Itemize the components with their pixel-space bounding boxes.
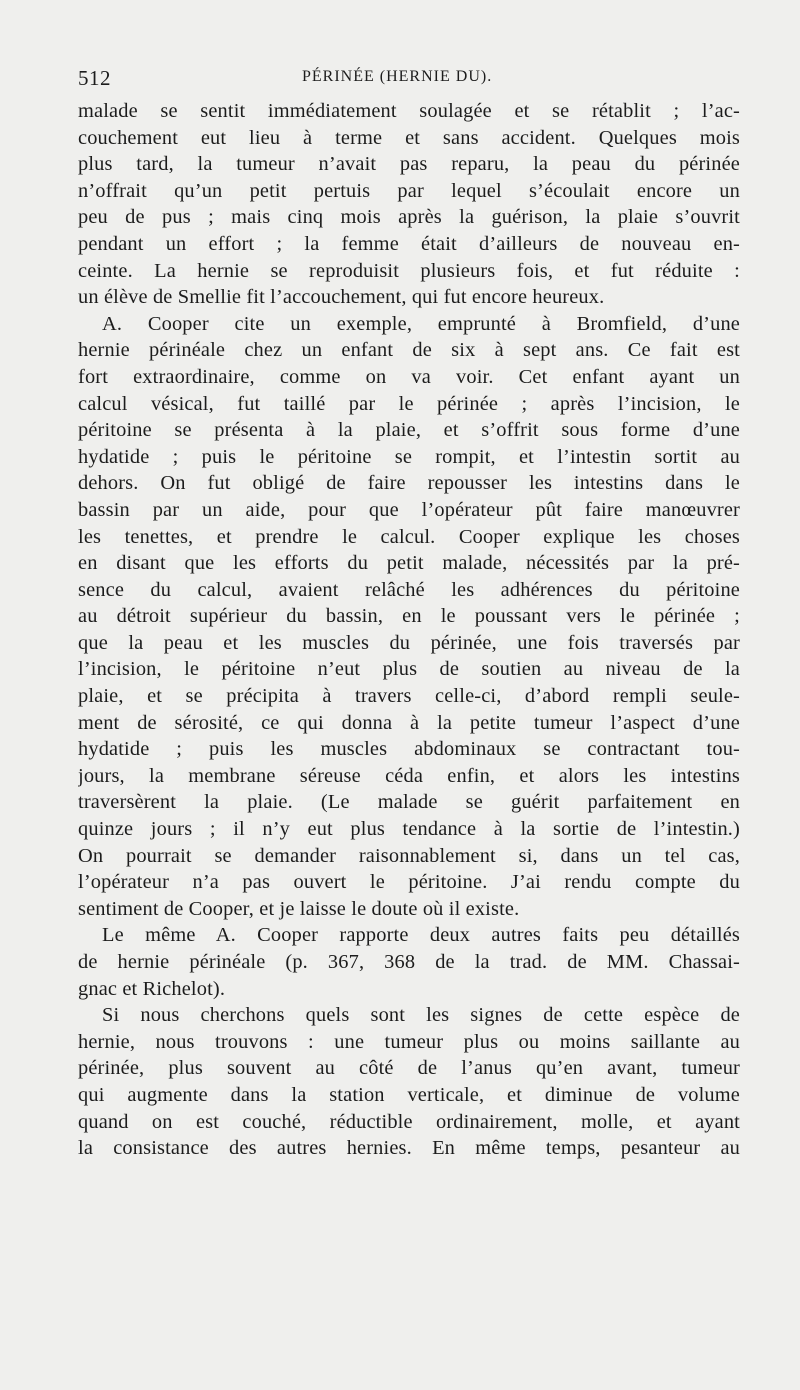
body-text [78,98,740,1162]
text-line: malade se sentit immédiatement soulagée et se rétablit ; l’ac- [78,100,740,122]
text-line: ment de sérosité, ce qui donna à la petite tumeur l’aspect d’une [78,711,740,734]
text-line: plus tard, la tumeur n’avait pas reparu, la peau du périnée [78,153,740,176]
page-number: 512 [78,66,111,90]
text-line: bassin par un aide, pour que l’opérateur pût faire manœuvrer [78,498,740,521]
page-header [78,66,740,96]
text-line: un élève de Smellie fit l’accouchement, qui fut encore heureux. [78,286,605,309]
text-line: de hernie périnéale (p. 367, 368 de la trad. de MM. Chassai- [78,951,740,973]
text-line: hernie périnéale chez un enfant de six à sept ans. Ce fait est [78,339,740,362]
text-line: hydatide ; puis les muscles abdominaux se contractant tou- [78,738,740,761]
text-line: couchement eut lieu à terme et sans accident. Quelques mois [78,126,740,149]
paragraph [78,311,740,923]
paragraph [78,1002,740,1162]
paragraph [78,922,740,1002]
text-line: On pourrait se demander raisonnablement si, dans un tel cas, [78,844,740,867]
text-line: ceinte. La hernie se reproduisit plusieurs fois, et fut réduite : [78,259,740,282]
text-line: la consistance des autres hernies. En même temps, pesanteur au [78,1137,740,1160]
text-line: peu de pus ; mais cinq mois après la guérison, la plaie s’ouvrit [78,206,740,229]
text-line: gnac et Richelot). [78,977,226,1000]
running-title: PÉRINÉE (HERNIE DU). [302,68,493,85]
text-line: calcul vésical, fut taillé par le périnée ; après l’incision, le [78,392,740,415]
text-line: en disant que les efforts du petit malade, nécessités par la pré- [78,552,740,575]
paragraph [78,98,740,311]
text-line: l’incision, le péritoine n’eut plus de soutien au niveau de la [78,658,740,681]
text-line: qui augmente dans la station verticale, et diminue de volume [78,1083,740,1106]
text-line: Le même A. Cooper rapporte deux autres faits peu détaillés [102,924,740,947]
text-line: fort extraordinaire, comme on va voir. Cet enfant ayant un [78,365,740,388]
text-line: les tenettes, et prendre le calcul. Cooper explique les choses [78,525,740,548]
page-bottom-margin [0,1230,800,1390]
text-line: péritoine se présenta à la plaie, et s’offrit sous forme d’une [78,419,740,442]
text-line: dehors. On fut obligé de faire repousser les intestins dans le [78,472,740,495]
text-line: n’offrait qu’un petit pertuis par lequel s’écoulait encore un [78,179,740,202]
text-line: Si nous cherchons quels sont les signes de cette espèce de [102,1004,740,1027]
text-line: au détroit supérieur du bassin, en le poussant vers le périnée ; [78,605,740,628]
text-line: quinze jours ; il n’y eut plus tendance à la sortie de l’intestin.) [78,818,740,841]
text-line: A. Cooper cite un exemple, emprunté à Bromfield, d’une [102,312,740,335]
text-line: périnée, plus souvent au côté de l’anus qu’en avant, tumeur [78,1057,740,1080]
text-line: hydatide ; puis le péritoine se rompit, et l’intestin sortit au [78,445,740,468]
text-line: plaie, et se précipita à travers celle-ci, d’abord rempli seule- [78,685,740,708]
text-line: traversèrent la plaie. (Le malade se guérit parfaitement en [78,791,740,814]
text-line: sentiment de Cooper, et je laisse le doute où il existe. [78,897,520,920]
text-line: que la peau et les muscles du périnée, une fois traversés par [78,631,740,654]
text-line: l’opérateur n’a pas ouvert le péritoine. J’ai rendu compte du [78,871,740,894]
text-line: quand on est couché, réductible ordinairement, molle, et ayant [78,1110,740,1133]
text-line: jours, la membrane séreuse céda enfin, et alors les intestins [78,764,740,787]
text-line: pendant un effort ; la femme était d’ailleurs de nouveau en- [78,232,740,255]
text-line: hernie, nous trouvons : une tumeur plus ou moins saillante au [78,1030,740,1053]
text-line: sence du calcul, avaient relâché les adhérences du péritoine [78,578,740,601]
